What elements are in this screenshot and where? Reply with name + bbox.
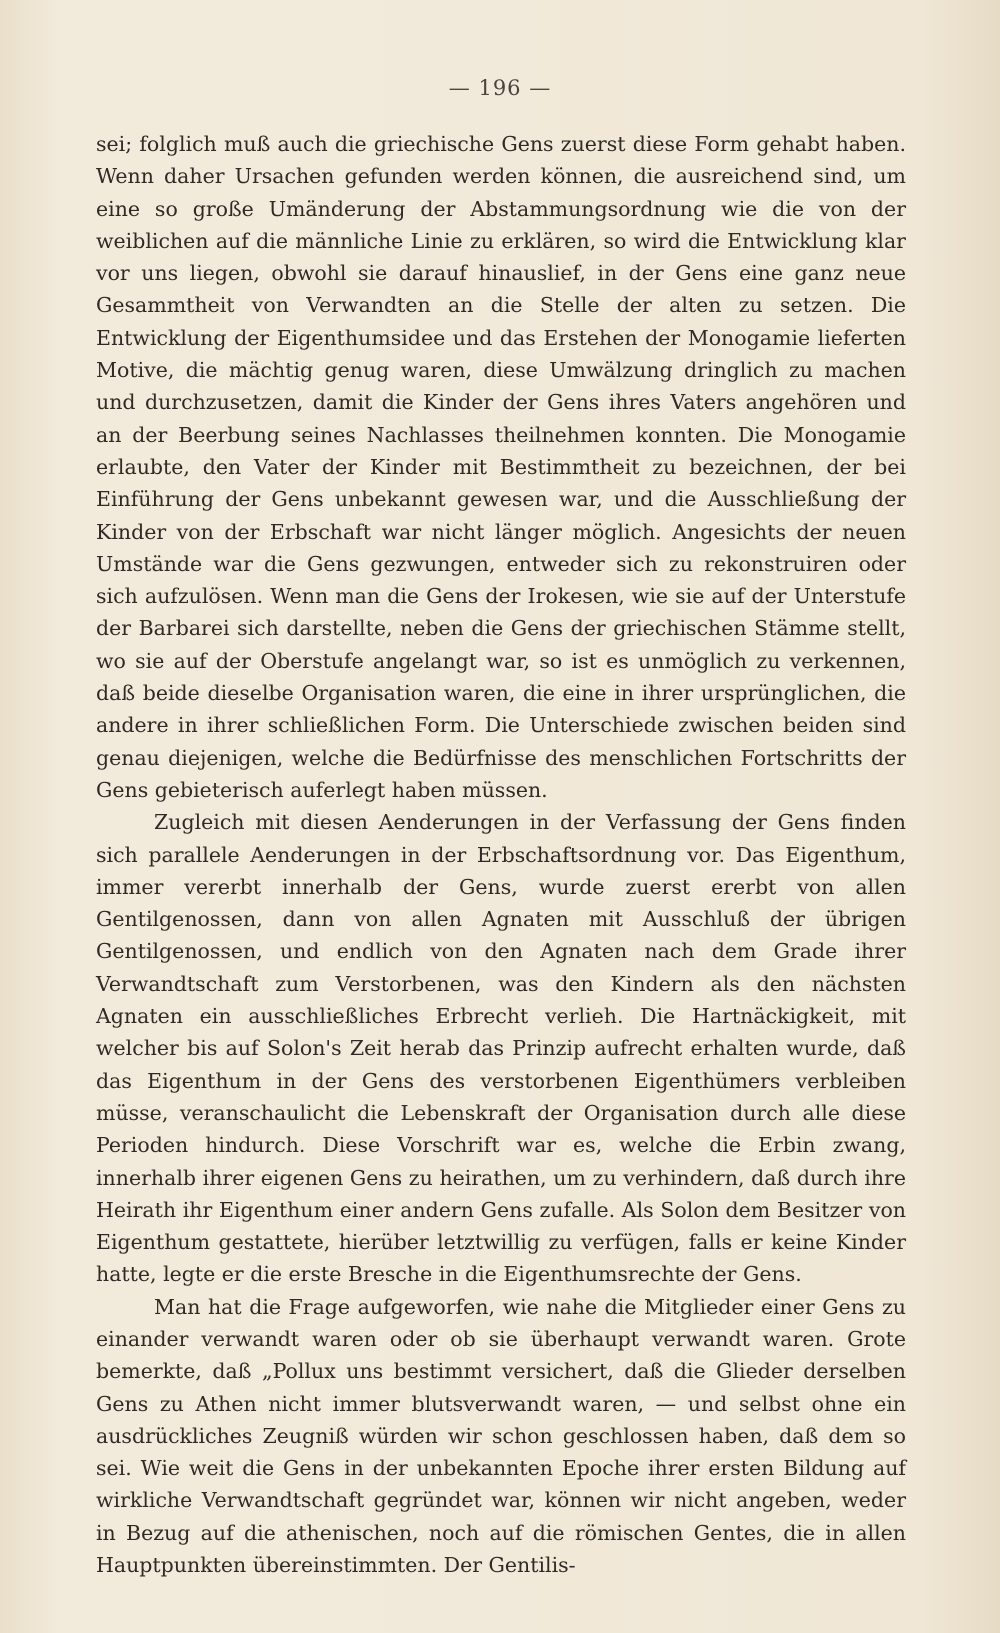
paragraph-3: Man hat die Frage aufgeworfen, wie nahe die Mitglieder einer Gens zu einander verwandt waren oder ob sie überhaupt verwandt waren. Grote bemerkte, daß „Pollux uns bestimmt versichert, daß die Glieder derselben Gens zu Athen nicht immer blutsverwandt waren, — und selbst ohne ein ausdrückliches Zeugniß würden wir schon geschlossen haben, daß dem so sei. Wie weit die Gens in der unbekannten Epoche ihrer ersten Bildung auf wirkliche Verwandtschaft gegründet war, können wir nicht angeben, weder in Bezug auf die athenischen, noch auf die römischen Gentes, die in allen Hauptpunkten übereinstimmten. Der Gentilis- xyxy=(96,1294,906,1578)
body-text xyxy=(96,128,906,1581)
paragraph-2: Zugleich mit diesen Aenderungen in der Verfassung der Gens finden sich parallele Aenderungen in der Erbschaftsordnung vor. Das Eigenthum, immer vererbt innerhalb der Gens, wurde zuerst ererbt von allen Gentilgenossen, dann von allen Agnaten mit Ausschluß der übrigen Gentilgenossen, und endlich von den Agnaten nach dem Grade ihrer Verwandtschaft zum Verstorbenen, was den Kindern als den nächsten Agnaten ein ausschließliches Erbrecht verlieh. Die Hartnäckigkeit, mit welcher bis auf Solon's Zeit herab das Prinzip aufrecht erhalten wurde, daß das Eigenthum in der Gens des verstorbenen Eigenthümers verbleiben müsse, veranschaulicht die Lebenskraft der Organisation durch alle diese Perioden hindurch. Diese Vorschrift war es, welche die Erbin zwang, innerhalb ihrer eigenen Gens zu heirathen, um zu verhindern, daß durch ihre Heirath ihr Eigenthum einer andern Gens zufalle. Als Solon dem Besitzer von Eigenthum gestattete, hierüber letztwillig zu verfügen, falls er keine Kinder hatte, legte er die erste Bresche in die Eigenthumsrechte der Gens. xyxy=(96,810,906,1287)
paragraph-1: sei; folglich muß auch die griechische Gens zuerst diese Form gehabt haben. Wenn daher Ursachen gefunden werden können, die ausreichend sind, um eine so große Umänderung der Abstammungsordnung wie die von der weiblichen auf die männliche Linie zu erklären, so wird die Entwicklung klar vor uns liegen, obwohl sie darauf hinauslief, in der Gens eine ganz neue Gesammtheit von Verwandten an die Stelle der alten zu setzen. Die Entwicklung der Eigenthumsidee und das Erstehen der Monogamie lieferten Motive, die mächtig genug waren, diese Umwälzung dringlich zu machen und durchzusetzen, damit die Kinder der Gens ihres Vaters angehören und an der Beerbung seines Nachlasses theilnehmen konnten. Die Monogamie erlaubte, den Vater der Kinder mit Bestimmtheit zu bezeichnen, der bei Einführung der Gens unbekannt gewesen war, und die Ausschließung der Kinder von der Erbschaft war nicht länger möglich. Angesichts der neuen Umstände war die Gens gezwungen, entweder sich zu rekonstruiren oder sich aufzulösen. Wenn man die Gens der Irokesen, wie sie auf der Unterstufe der Barbarei sich darstellte, neben die Gens der griechischen Stämme stellt, wo sie auf der Oberstufe angelangt war, so ist es unmöglich zu verkennen, daß beide dieselbe Organisation waren, die eine in ihrer ursprünglichen, die andere in ihrer schließlichen Form. Die Unterschiede zwischen beiden sind genau diejenigen, welche die Bedürfnisse des menschlichen Fortschritts der Gens gebieterisch auferlegt haben müssen. xyxy=(96,132,906,802)
page-number: — 196 — xyxy=(448,76,552,100)
